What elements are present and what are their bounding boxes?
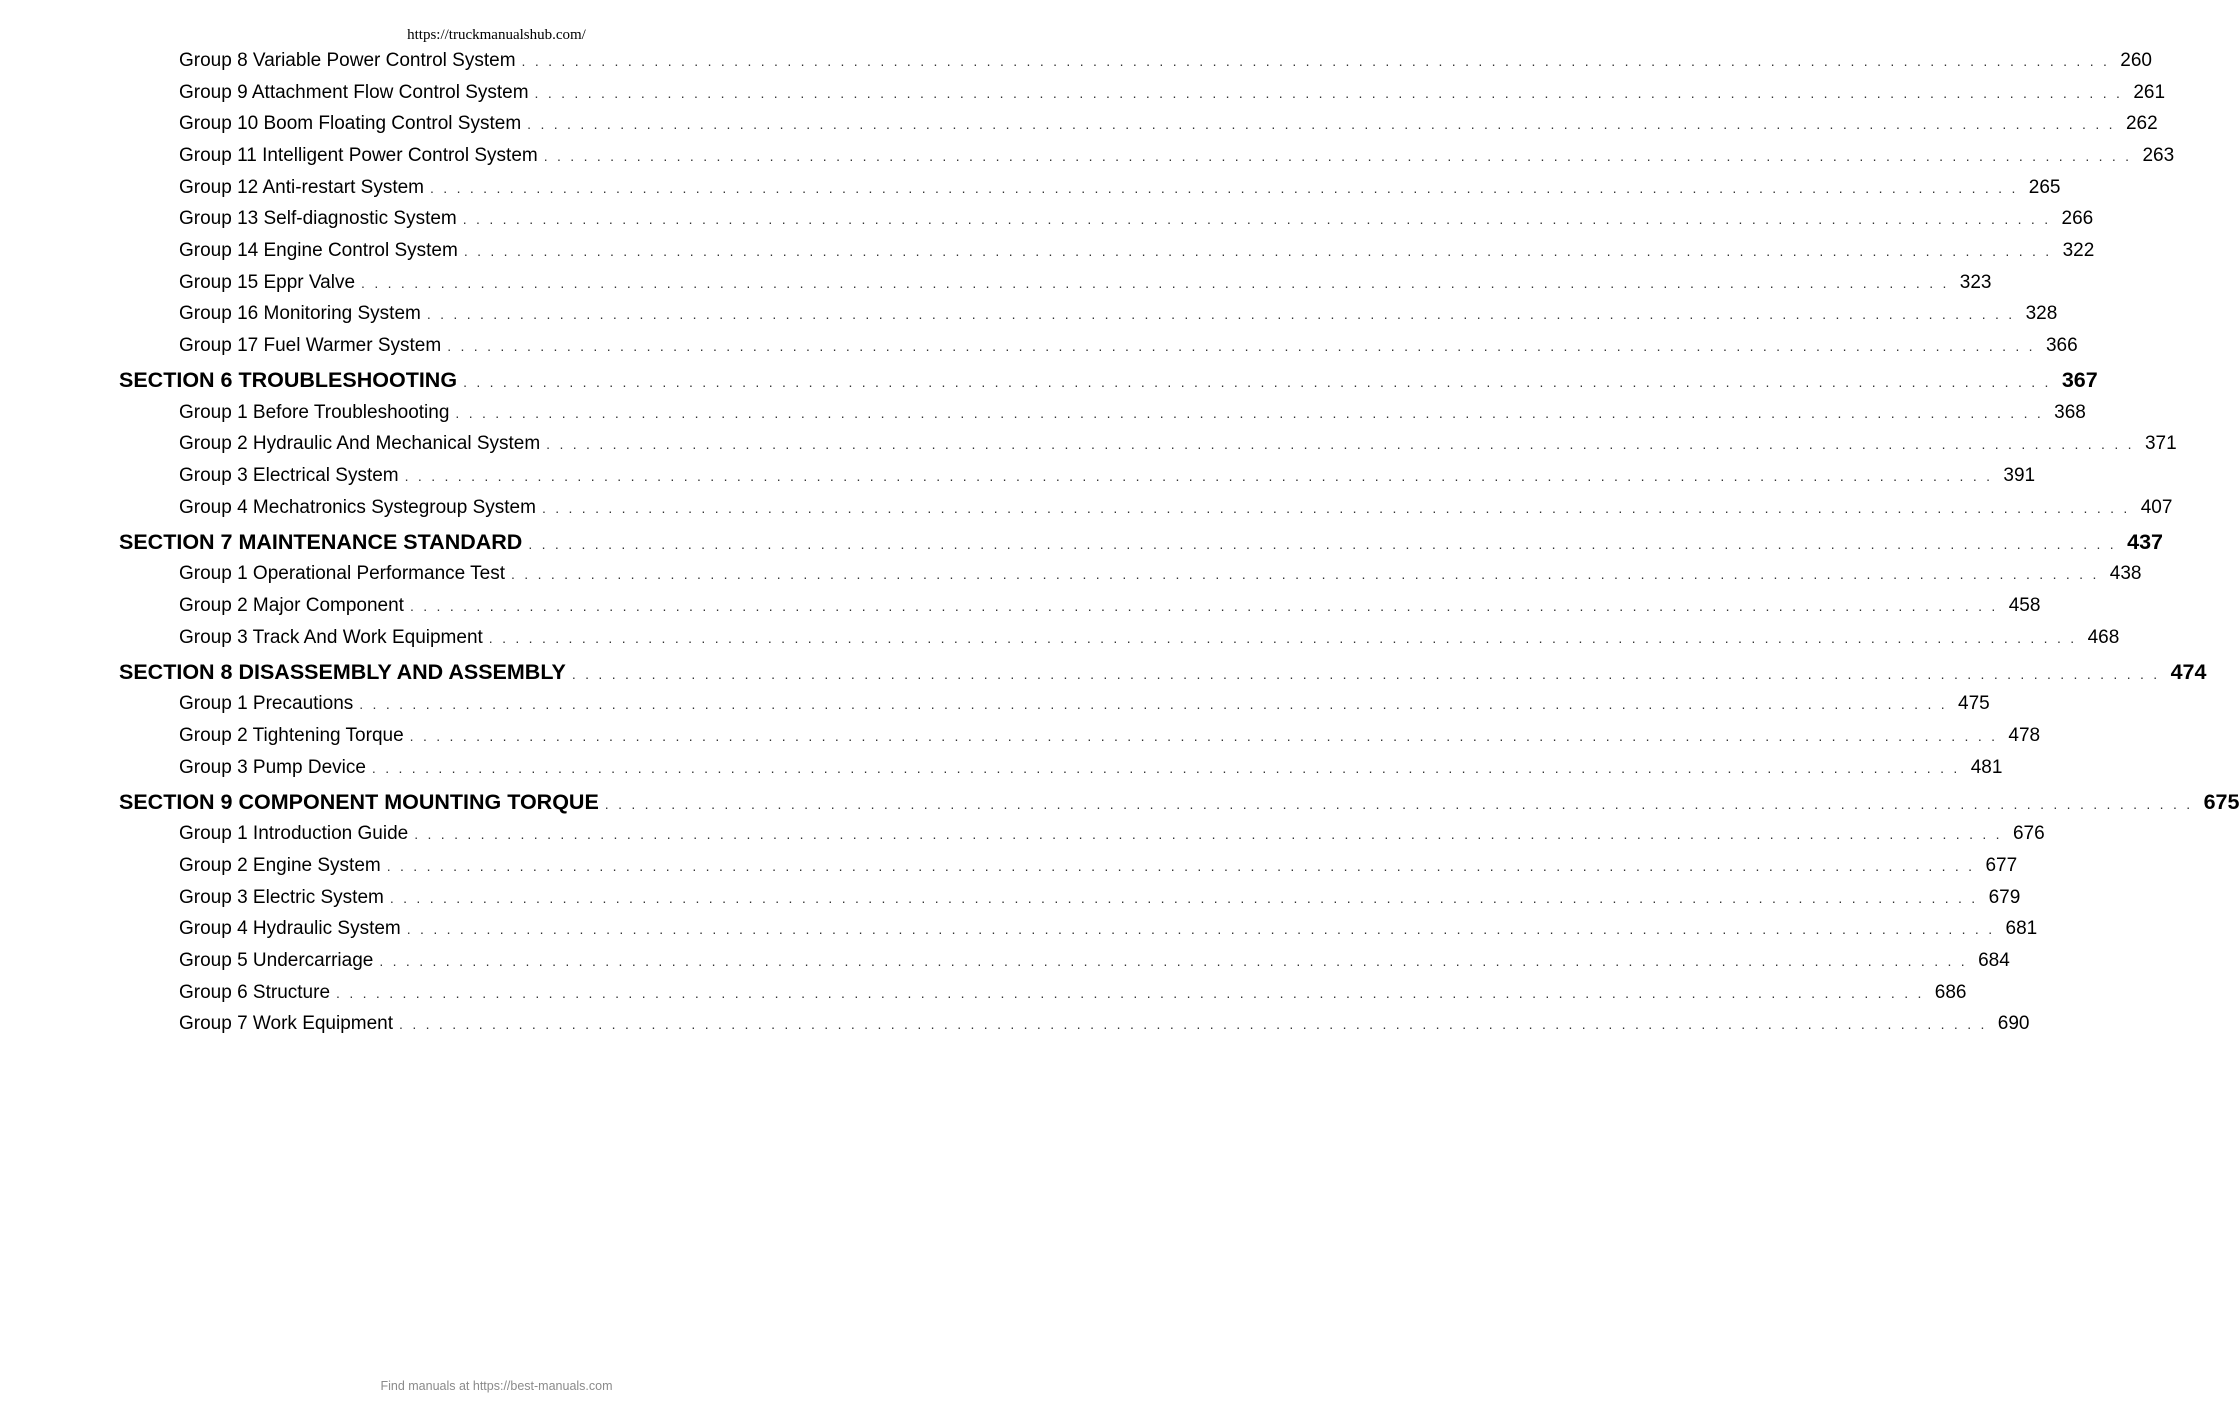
dot-leader: ........................................................................................................................ xyxy=(361,275,1956,291)
toc-entry[interactable] xyxy=(179,563,2142,585)
toc-entry[interactable] xyxy=(179,693,1990,715)
toc-entry[interactable] xyxy=(179,433,2177,455)
dot-leader: ........................................................................................................................ xyxy=(371,760,1967,776)
dot-leader: ........................................................................................................................ xyxy=(488,630,2084,646)
toc-entry[interactable] xyxy=(179,887,2021,909)
toc-entry-title: Group 6 Structure xyxy=(179,982,331,1003)
dot-leader: ........................................................................................................................ xyxy=(426,306,2022,322)
dot-leader: ........................................................................................................................ xyxy=(409,598,2005,614)
toc-entry[interactable] xyxy=(179,177,2061,199)
toc-entry-title: Group 2 Tightening Torque xyxy=(179,725,404,746)
dot-leader: ........................................................................................................................ xyxy=(455,405,2051,421)
toc-entry-title: Group 7 Work Equipment xyxy=(179,1013,394,1034)
dot-leader: ........................................................................................................................ xyxy=(546,436,2141,452)
dot-leader: ........................................................................................................................ xyxy=(386,858,1982,874)
toc-entry[interactable] xyxy=(179,918,2038,940)
dot-leader: ........................................................................................................................ xyxy=(528,536,2124,552)
toc-entry-page: 468 xyxy=(2087,627,2120,648)
dot-leader: ........................................................................................................................ xyxy=(463,374,2058,390)
toc-entry[interactable] xyxy=(179,303,2058,325)
toc-entry-page: 263 xyxy=(2142,145,2175,166)
toc-entry[interactable] xyxy=(179,1013,2030,1035)
toc-entry-title: Group 16 Monitoring System xyxy=(179,303,421,324)
toc-entry-page: 481 xyxy=(1970,757,2003,778)
toc-entry-title: Group 1 Operational Performance Test xyxy=(179,563,505,584)
dot-leader: ........................................................................................................................ xyxy=(571,666,2167,682)
toc-entry[interactable] xyxy=(179,757,2003,779)
toc-entry-title: Group 3 Electrical System xyxy=(179,465,399,486)
toc-entry[interactable] xyxy=(179,982,1967,1004)
toc-entry-page: 371 xyxy=(2144,433,2177,454)
toc-entry-page: 322 xyxy=(2062,240,2095,261)
toc-entry[interactable] xyxy=(179,335,2078,357)
toc-entry-page: 438 xyxy=(2109,563,2142,584)
toc-entry[interactable] xyxy=(179,497,2173,519)
toc-entry-page: 391 xyxy=(2003,465,2036,486)
dot-leader: ........................................................................................................................ xyxy=(463,243,2059,259)
toc-entry-page: 366 xyxy=(2045,335,2078,356)
toc-entry-title: Group 2 Hydraulic And Mechanical System xyxy=(179,433,541,454)
toc-entry-page: 265 xyxy=(2028,177,2061,198)
toc-entry-title: Group 14 Engine Control System xyxy=(179,240,458,261)
toc-section-page: 367 xyxy=(2061,368,2098,392)
dot-leader: ........................................................................................................................ xyxy=(543,148,2139,164)
dot-leader: ........................................................................................................................ xyxy=(604,796,2200,812)
toc-entry-page: 686 xyxy=(1934,982,1967,1003)
toc-entry-title: Group 1 Before Troubleshooting xyxy=(179,402,450,423)
toc-entry-title: Group 13 Self-diagnostic System xyxy=(179,208,457,229)
toc-section-page: 675 xyxy=(2203,790,2239,814)
toc-entry-page: 458 xyxy=(2008,595,2041,616)
toc-section-title: SECTION 9 COMPONENT MOUNTING TORQUE xyxy=(119,790,599,814)
toc-entry-title: Group 1 Precautions xyxy=(179,693,354,714)
toc-entry-page: 690 xyxy=(1997,1013,2030,1034)
toc-entry-page: 478 xyxy=(2008,725,2041,746)
toc-entry-title: Group 3 Pump Device xyxy=(179,757,366,778)
toc-entry[interactable] xyxy=(179,595,2041,617)
toc-section[interactable] xyxy=(119,368,2098,393)
dot-leader: ........................................................................................................................ xyxy=(399,1016,1994,1032)
toc-entry-page: 677 xyxy=(1985,855,2018,876)
dot-leader: ........................................................................................................................ xyxy=(527,116,2122,132)
dot-leader: ........................................................................................................................ xyxy=(462,211,2058,227)
toc-entry-title: Group 11 Intelligent Power Control System xyxy=(179,145,538,166)
toc-entry-title: Group 3 Electric System xyxy=(179,887,384,908)
dot-leader: ........................................................................................................................ xyxy=(404,468,2000,484)
dot-leader: ........................................................................................................................ xyxy=(430,180,2025,196)
toc-entry[interactable] xyxy=(179,208,2094,230)
toc-entry[interactable] xyxy=(179,50,2152,72)
toc-entry[interactable] xyxy=(179,402,2086,424)
toc-entry[interactable] xyxy=(179,272,1992,294)
toc-entry-page: 679 xyxy=(1988,887,2021,908)
dot-leader: ........................................................................................................................ xyxy=(359,696,1955,712)
dot-leader: ........................................................................................................................ xyxy=(541,500,2137,516)
toc-entry[interactable] xyxy=(179,855,2018,877)
toc-entry-title: Group 4 Hydraulic System xyxy=(179,918,401,939)
toc-entry[interactable] xyxy=(179,145,2175,167)
toc-entry-title: Group 2 Major Component xyxy=(179,595,404,616)
toc-entry-page: 407 xyxy=(2140,497,2173,518)
toc-entry-title: Group 12 Anti-restart System xyxy=(179,177,424,198)
toc-entry-page: 323 xyxy=(1959,272,1992,293)
toc-entry-page: 475 xyxy=(1958,693,1990,714)
dot-leader: ........................................................................................................................ xyxy=(534,85,2130,101)
toc-entry[interactable] xyxy=(179,240,2095,262)
toc-entry-title: Group 3 Track And Work Equipment xyxy=(179,627,483,648)
toc-entry[interactable] xyxy=(179,627,2120,649)
toc-entry[interactable] xyxy=(179,82,2166,104)
toc-entry-title: Group 9 Attachment Flow Control System xyxy=(179,82,529,103)
dot-leader: ........................................................................................................................ xyxy=(511,566,2106,582)
dot-leader: ........................................................................................................................ xyxy=(406,921,2002,937)
toc-section-page: 474 xyxy=(2170,660,2207,684)
toc-section[interactable] xyxy=(119,660,2207,685)
dot-leader: ........................................................................................................................ xyxy=(389,890,1985,906)
toc-section-page: 437 xyxy=(2127,530,2163,554)
dot-leader: ........................................................................................................................ xyxy=(447,338,2042,354)
toc-entry-page: 262 xyxy=(2125,113,2158,134)
toc-section-title: SECTION 7 MAINTENANCE STANDARD xyxy=(119,530,523,554)
toc-section-title: SECTION 8 DISASSEMBLY AND ASSEMBLY xyxy=(119,660,566,684)
toc-entry-page: 261 xyxy=(2133,82,2166,103)
footer-text: Find manuals at https://best-manuals.com xyxy=(380,1379,613,1393)
toc-entry-page: 676 xyxy=(2012,823,2045,844)
toc-section[interactable] xyxy=(119,790,2239,815)
toc-entry-page: 260 xyxy=(2120,50,2152,71)
dot-leader: ........................................................................................................................ xyxy=(336,985,1931,1001)
header-url: https://truckmanualshub.com/ xyxy=(407,27,586,43)
toc-entry-title: Group 10 Boom Floating Control System xyxy=(179,113,522,134)
toc-section[interactable] xyxy=(119,530,2163,555)
toc-entry[interactable] xyxy=(179,725,2041,747)
toc-section-title: SECTION 6 TROUBLESHOOTING xyxy=(119,368,458,392)
toc-entry-title: Group 1 Introduction Guide xyxy=(179,823,409,844)
toc-entry-title: Group 15 Eppr Valve xyxy=(179,272,356,293)
dot-leader: ........................................................................................................................ xyxy=(414,826,2009,842)
toc-entry-page: 681 xyxy=(2005,918,2038,939)
toc-entry-page: 328 xyxy=(2025,303,2058,324)
toc-entry-page: 368 xyxy=(2054,402,2086,423)
toc-entry-title: Group 5 Undercarriage xyxy=(179,950,374,971)
toc-entry-title: Group 2 Engine System xyxy=(179,855,381,876)
toc-entry[interactable] xyxy=(179,465,2036,487)
dot-leader: ........................................................................................................................ xyxy=(379,953,1975,969)
toc-entry-title: Group 4 Mechatronics Systegroup System xyxy=(179,497,536,518)
toc-entry[interactable] xyxy=(179,823,2045,845)
dot-leader: ........................................................................................................................ xyxy=(521,53,2117,69)
toc-entry[interactable] xyxy=(179,113,2158,135)
toc-entry-page: 684 xyxy=(1978,950,2010,971)
toc-entry[interactable] xyxy=(179,950,2010,972)
toc-entry-page: 266 xyxy=(2061,208,2094,229)
toc-entry-title: Group 8 Variable Power Control System xyxy=(179,50,516,71)
toc-entry-title: Group 17 Fuel Warmer System xyxy=(179,335,442,356)
dot-leader: ........................................................................................................................ xyxy=(409,728,2005,744)
